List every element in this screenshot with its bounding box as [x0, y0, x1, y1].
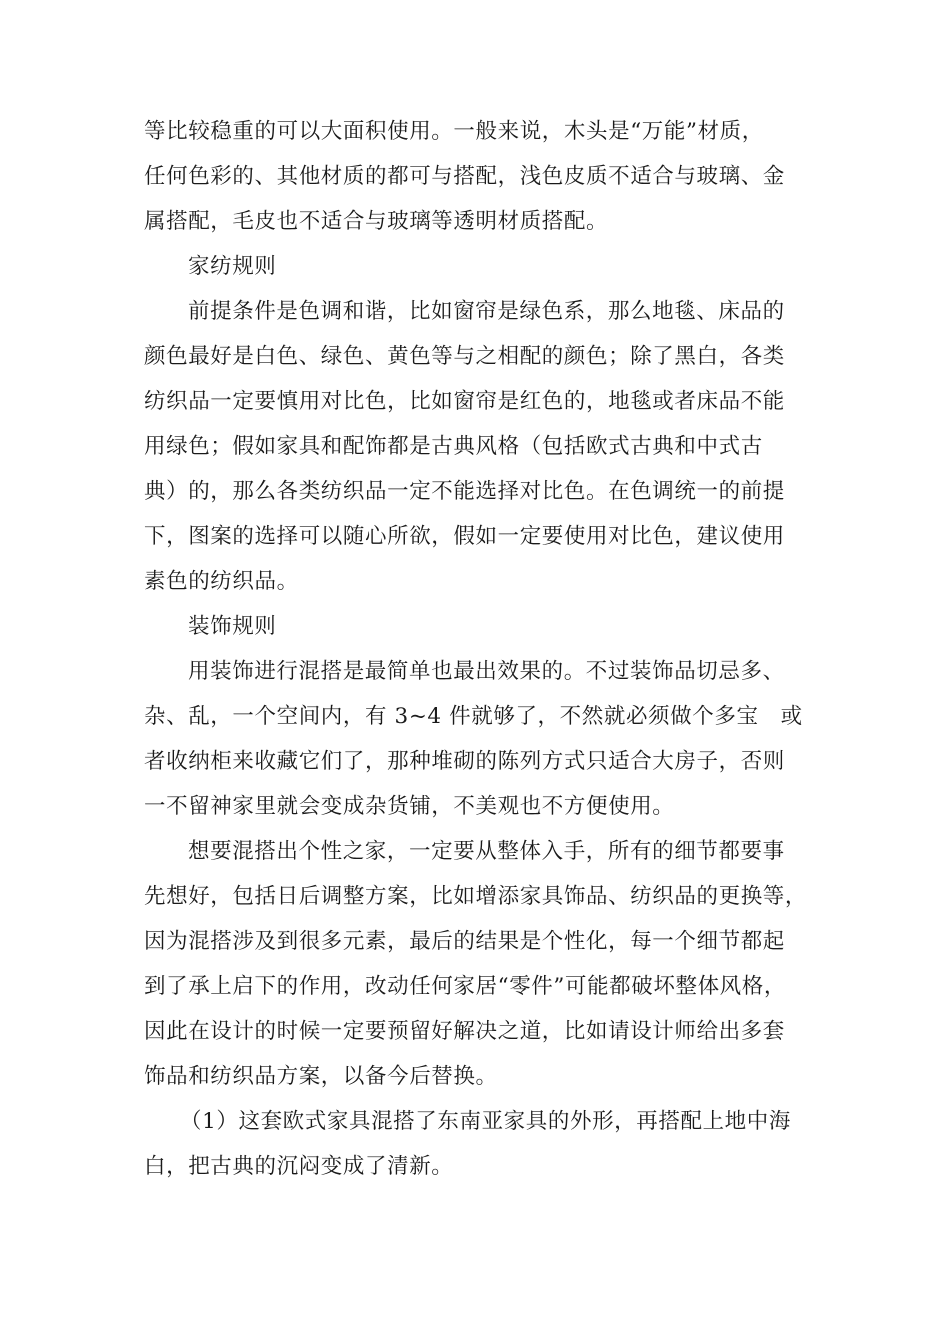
text-line: 先想好，包括日后调整方案，比如增添家具饰品、纺织品的更换等， — [144, 884, 808, 909]
text-line: 用装饰进行混搭是最简单也最出效果的。不过装饰品切忌多、 — [188, 659, 785, 684]
text-line: 素色的纺织品。 — [144, 569, 299, 594]
text-line: 属搭配，毛皮也不适合与玻璃等透明材质搭配。 — [144, 209, 609, 234]
text-line: 杂、乱，一个空间内，有 3~4 件就够了，不然就必须做个多宝 或 — [144, 704, 803, 729]
text-line: （1）这套欧式家具混搭了东南亚家具的外形，再搭配上地中海 — [180, 1109, 791, 1134]
text-line: 任何色彩的、其他材质的都可与搭配，浅色皮质不适合与玻璃、金 — [144, 164, 785, 189]
text-line: 因为混搭涉及到很多元素，最后的结果是个性化，每一个细节都起 — [144, 929, 785, 954]
text-line: 典）的，那么各类纺织品一定不能选择对比色。在色调统一的前提 — [144, 479, 785, 504]
text-line: 者收纳柜来收藏它们了，那种堆砌的陈列方式只适合大房子，否则 — [144, 749, 785, 774]
text-line: 等比较稳重的可以大面积使用。一般来说，木头是“万能”材质， — [144, 119, 764, 144]
text-line: 一不留神家里就会变成杂货铺，不美观也不方便使用。 — [144, 794, 675, 819]
text-line: 想要混搭出个性之家，一定要从整体入手，所有的细节都要事 — [188, 839, 785, 864]
text-line: 白，把古典的沉闷变成了清新。 — [144, 1154, 454, 1179]
text-line: 下，图案的选择可以随心所欲，假如一定要使用对比色，建议使用 — [144, 524, 785, 549]
text-line: 前提条件是色调和谐，比如窗帘是绿色系，那么地毯、床品的 — [188, 299, 785, 324]
text-line: 到了承上启下的作用，改动任何家居“零件”可能都破坏整体风格， — [144, 974, 786, 999]
text-line: 饰品和纺织品方案，以备今后替换。 — [144, 1064, 498, 1089]
text-line: 用绿色；假如家具和配饰都是古典风格（包括欧式古典和中式古 — [144, 434, 763, 459]
text-line: 纺织品一定要慎用对比色，比如窗帘是红色的，地毯或者床品不能 — [144, 389, 785, 414]
text-line: 颜色最好是白色、绿色、黄色等与之相配的颜色；除了黑白，各类 — [144, 344, 785, 369]
section-heading: 装饰规则 — [188, 614, 277, 639]
section-heading: 家纺规则 — [188, 254, 277, 279]
text-line: 因此在设计的时候一定要预留好解决之道，比如请设计师给出多套 — [144, 1019, 785, 1044]
